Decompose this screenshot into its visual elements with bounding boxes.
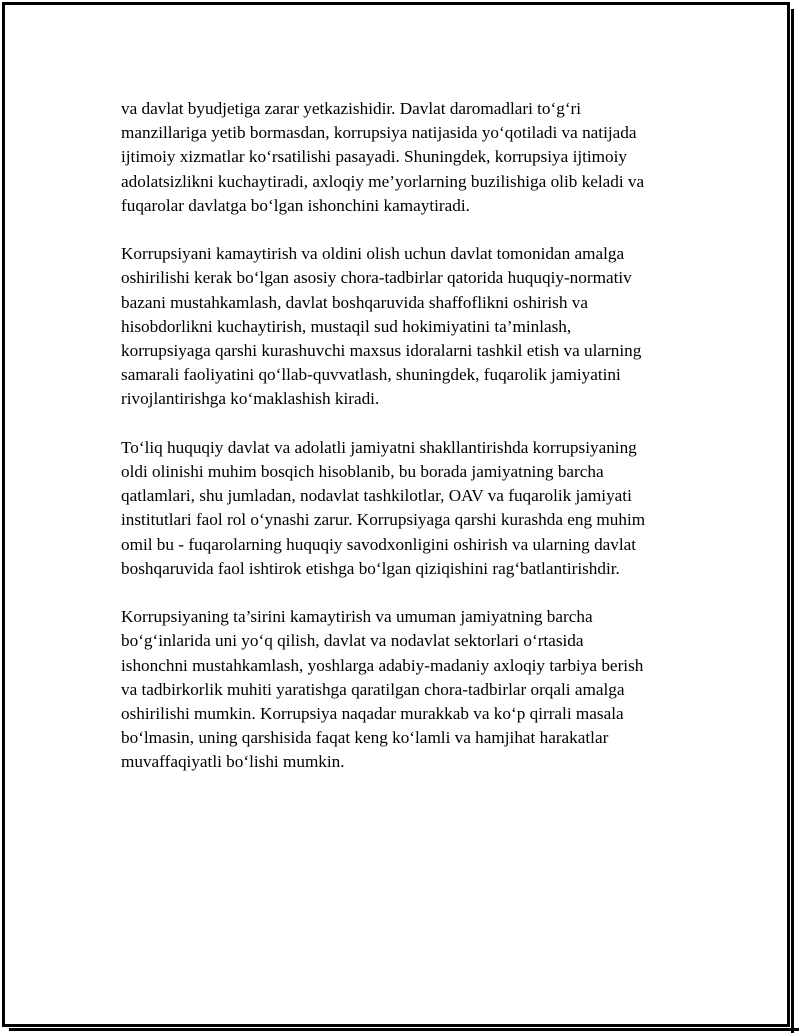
paragraph-4: Korrupsiyaning ta’sirini kamaytirish va umuman jamiyatning barcha bo‘g‘inlarida uni yo‘q qilish, davlat va nodavlat sektorlari o‘rtasida ishonchni mustahkamlash, yoshlarga adabiy-madaniy axloqiy tarbiya berish va tadbirkorlik muhiti yaratishga qaratilgan chora-tadbirlar orqali amalga oshirilishi mumkin. Korrupsiya naqadar murakkab va ko‘p qirrali masala bo‘lmasin, uning qarshisida faqat keng ko‘lamli va hamjihat harakatlar muvaffaqiyatli bo‘lishi mumkin. xyxy=(121,607,644,772)
paragraph-2: Korrupsiyani kamaytirish va oldini olish uchun davlat tomonidan amalga oshirilishi kerak bo‘lgan asosiy chora-tadbirlar qatorida huquqiy-normativ bazani mustahkamlash, davlat boshqaruvida shaffoflikni oshirish va hisobdorlikni kuchaytirish, mustaqil sud hokimiyatini ta’minlash, korrupsiyaga qarshi kurashuvchi maxsus idoralarni tashkil etish va ularning samarali faoliyatini qo‘llab-quvvatlash, shuningdek, fuqarolik jamiyatini rivojlantirishga ko‘maklashish kiradi. xyxy=(121,244,642,409)
paragraph-3: To‘liq huquqiy davlat va adolatli jamiyatni shakllantirishda korrupsiyaning oldi olinishi muhim bosqich hisoblanib, bu borada jamiyatning barcha qatlamlari, shu jumladan, nodavlat tashkilotlar, OAV va fuqarolik jamiyati institutlari faol rol o‘ynashi zarur. Korrupsiyaga qarshi kurashda eng muhim omil bu - fuqarolarning huquqiy savodxonligini oshirish va ularning davlat boshqaruvida faol ishtirok etishga bo‘lgan qiziqishini rag‘batlantirishdir. xyxy=(121,437,646,578)
document-page xyxy=(2,2,790,1027)
paragraph-1: va davlat byudjetiga zarar yetkazishidir. Davlat daromadlari to‘g‘ri manzillariga yetib bormasdan, korrupsiya natijasida yo‘qotiladi va natijada ijtimoiy xizmatlar ko‘rsatilishi pasayadi. Shuningdek, korrupsiya ijtimoiy adolatsizlikni kuchaytiradi, axloqiy me’yorlarning buzilishiga olib keladi va fuqarolar davlatga bo‘lgan ishonchini kamaytiradi. xyxy=(121,99,645,215)
document-body xyxy=(121,97,691,799)
